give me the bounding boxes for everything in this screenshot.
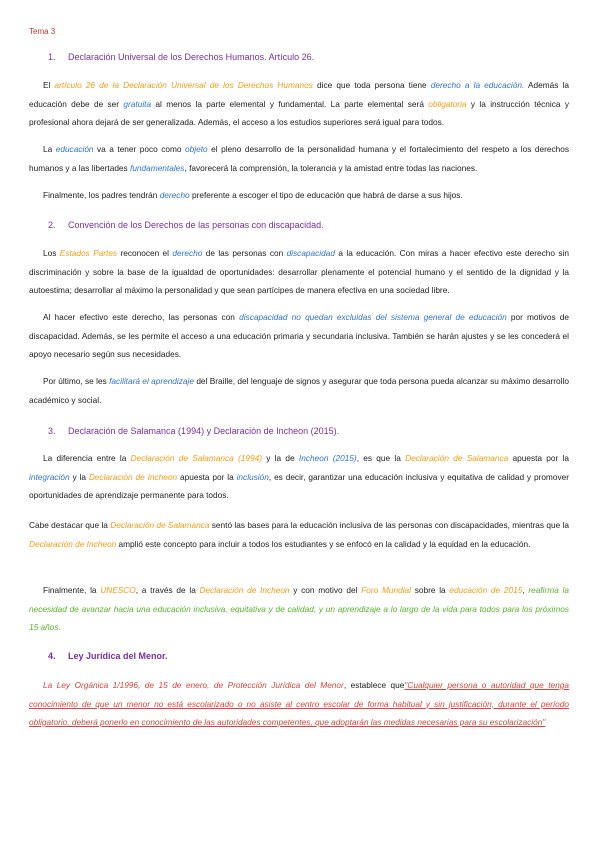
section-3-number: 3. [48, 426, 56, 436]
s2-paragraph-2: Al hacer efectivo este derecho, las personas con discapacidad no quedan excluidas del sistema general de educación por motivos de discapacidad. Además, se les permite el acceso a una educación primaria y secundaria inclusiva. También se harán ajustes y se les concederá el apoyo necesario según sus necesidades. [29, 312, 569, 359]
section-3-heading [48, 426, 339, 436]
s4-paragraph-1: La Ley Orgánica 1/1996, de 15 de enero, de Protección Jurídica del Menor, establece que"Cualquier persona o autoridad que tenga conocimiento de que un menor no está escolarizado o no asiste al centro escolar de forma habitual y sin justificación, durante el período obligatorio, deberá ponerlo en conocimiento de las autoridades competentes, que adoptarán las medidas necesarias para su escolarización" [29, 680, 569, 727]
s1-paragraph-2: La educación va a tener poco como objeto el pleno desarrollo de la personalidad humana y el fortalecimiento del respeto a los derechos humanos y a las libertades fundamentales, favorecerá la comprensión, la tolerancia y la amistad entre todas las naciones. [29, 144, 569, 173]
s1-paragraph-3: Finalmente, los padres tendrán derecho preferente a escoger el tipo de educación que habrá de darse a sus hijos. [43, 190, 463, 200]
section-2-heading [48, 220, 324, 230]
section-1-title: Declaración Universal de los Derechos Humanos. Artículo 26. [68, 52, 315, 62]
s3-paragraph-3: Finalmente, la UNESCO, a través de la Declaración de Incheon y con motivo del Foro Mundial sobre la educación de 2015, reafirma la necesidad de avanzar hacia una educación inclusiva, equitativa y de calidad, y un aprendizaje a lo largo de la vida para todos para los próximos 15 años. [29, 585, 569, 632]
s3-paragraph-2: Cabe destacar que la Declaración de Salamanca sentó las bases para la educación inclusiva de las personas con discapacidades, mientras que la Declaración de Incheon amplió este concepto para incluir a todos los estudiantes y se enfocó en la calidad y la equidad en la educación. [29, 520, 569, 549]
section-4-heading [48, 651, 168, 661]
s2-paragraph-1: Los Estados Partes reconocen el derecho de las personas con discapacidad a la educación. Con miras a hacer efectivo este derecho sin discriminación y sobre la base de la igualdad de oportunidades: desarrollar plenamente el potencial humano y el sentido de la dignidad y la autoestima; desarrollar al máximo la personalidad y que sean partícipes de manera efectiva en una sociedad libre. [29, 248, 569, 295]
section-3-title: Declaración de Salamanca (1994) y Declaración de Incheon (2015). [68, 426, 340, 436]
s1-paragraph-1: El artículo 26 de la Declaración Universal de los Derechos Humanos dice que toda persona tiene derecho a la educación. Además la educación debe de ser gratuita al menos la parte elemental y fundamental. La parte elemental será obligatoria y la instrucción técnica y profesional ahora dejará de ser generalizada. Además, el acceso a los estudios superiores será igual para todos. [29, 80, 569, 127]
section-4-title: Ley Jurídica del Menor. [68, 651, 168, 661]
s3-paragraph-1: La diferencia entre la Declaración de Salamanca (1994) y la de Incheon (2015), es que la Declaración de Salamanca apuesta por la integración y la Declaración de Incheon apuesta por la inclusión, es decir, garantizar una educación inclusiva y equitativa de calidad y promover oportunidades de aprendizaje permanente para todos. [29, 453, 569, 500]
section-2-title: Convención de los Derechos de las personas con discapacidad. [68, 220, 324, 230]
section-2-number: 2. [48, 220, 56, 230]
s2-paragraph-3: Por último, se les facilitará el aprendizaje del Braille, del lenguaje de signos y asegurar que toda persona pueda alcanzar su máximo desarrollo académico y social. [29, 376, 569, 405]
section-4-number: 4. [48, 651, 56, 661]
section-1-heading [48, 52, 314, 62]
section-1-number: 1. [48, 52, 56, 62]
topic-label: Tema 3 [29, 27, 56, 36]
